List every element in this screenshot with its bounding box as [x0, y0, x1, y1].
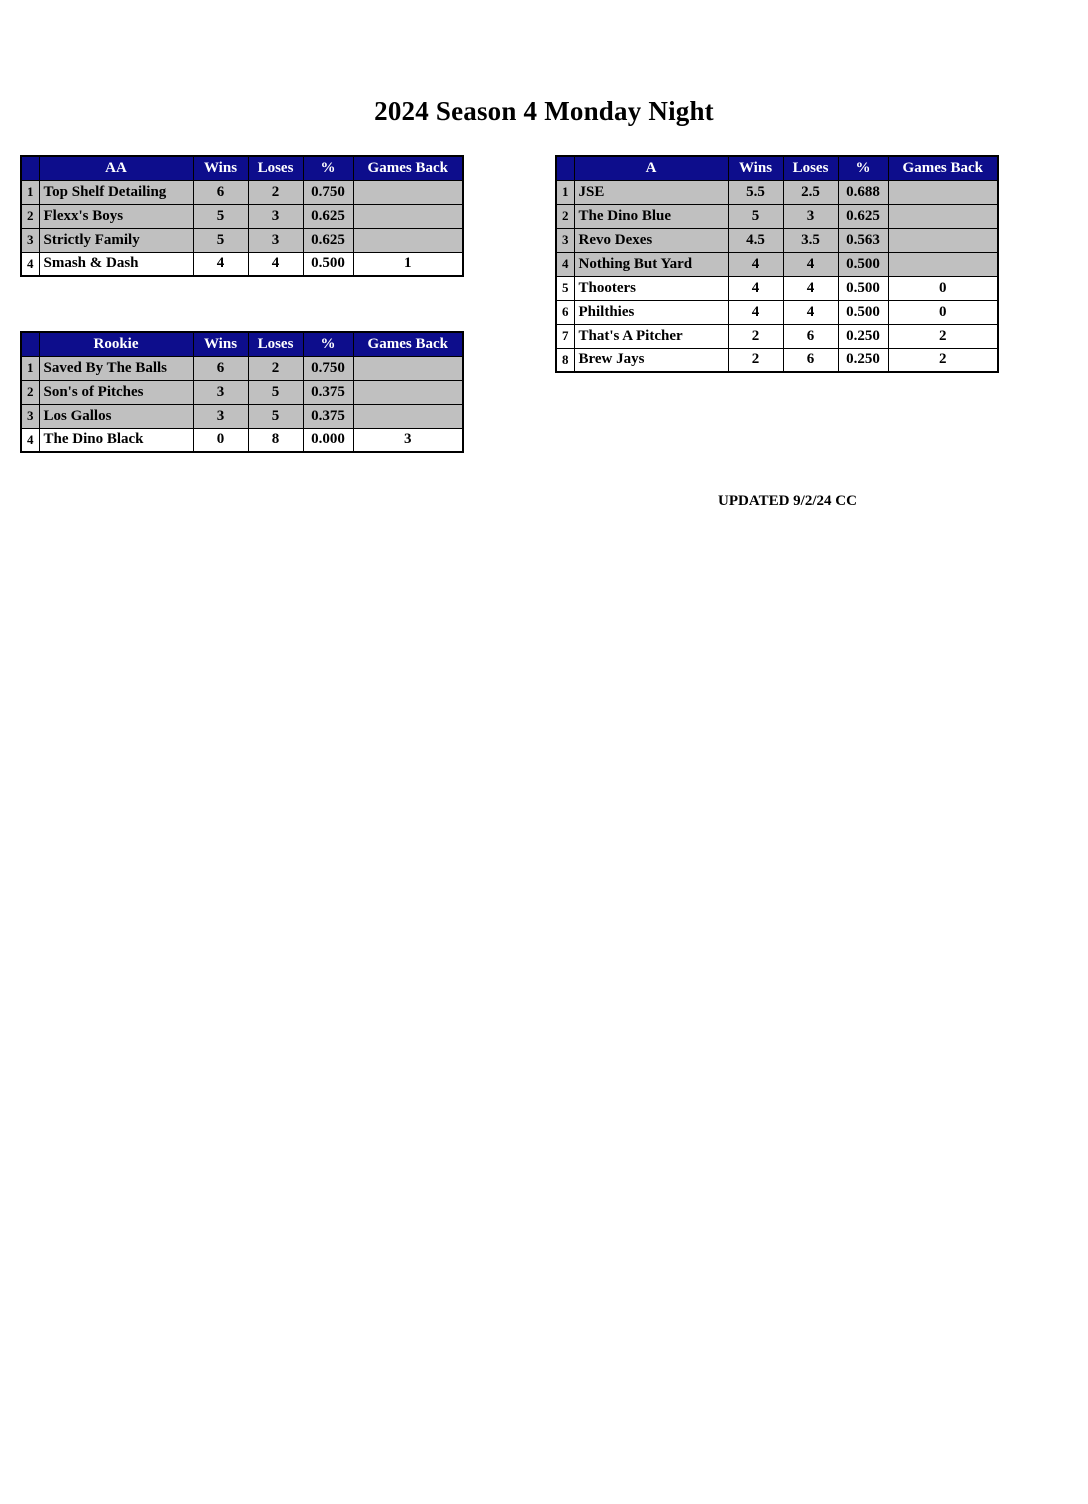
row-team: Top Shelf Detailing [39, 180, 193, 204]
row-wins: 4 [728, 252, 783, 276]
column-header-rank [556, 156, 574, 180]
row-loses: 6 [783, 348, 838, 372]
row-rank: 3 [21, 228, 39, 252]
row-team: Thooters [574, 276, 728, 300]
row-team: JSE [574, 180, 728, 204]
column-header-loses: Loses [783, 156, 838, 180]
row-loses: 3 [248, 228, 303, 252]
row-pct: 0.625 [303, 204, 353, 228]
row-team: Flexx's Boys [39, 204, 193, 228]
row-games-back [353, 356, 463, 380]
row-wins: 3 [193, 380, 248, 404]
row-wins: 4 [728, 300, 783, 324]
row-rank: 5 [556, 276, 574, 300]
row-wins: 5.5 [728, 180, 783, 204]
table-row [556, 252, 998, 276]
row-pct: 0.000 [303, 428, 353, 452]
column-header-division: AA [39, 156, 193, 180]
row-loses: 4 [783, 276, 838, 300]
left-column [20, 155, 464, 453]
column-header-division: A [574, 156, 728, 180]
row-wins: 6 [193, 180, 248, 204]
row-loses: 3 [783, 204, 838, 228]
row-loses: 3 [248, 204, 303, 228]
table-row [21, 356, 463, 380]
updated-note: UPDATED 9/2/24 CC [718, 493, 857, 509]
table-row [556, 300, 998, 324]
row-team: Brew Jays [574, 348, 728, 372]
row-wins: 0 [193, 428, 248, 452]
row-games-back: 2 [888, 348, 998, 372]
row-team: Smash & Dash [39, 252, 193, 276]
row-loses: 8 [248, 428, 303, 452]
row-games-back [888, 228, 998, 252]
row-wins: 5 [728, 204, 783, 228]
row-wins: 4 [728, 276, 783, 300]
row-pct: 0.750 [303, 180, 353, 204]
row-rank: 2 [556, 204, 574, 228]
row-pct: 0.500 [838, 276, 888, 300]
row-wins: 5 [193, 204, 248, 228]
column-header-pct: % [303, 156, 353, 180]
row-rank: 3 [21, 404, 39, 428]
row-pct: 0.688 [838, 180, 888, 204]
table-row [21, 380, 463, 404]
right-column [555, 155, 999, 373]
row-rank: 4 [21, 428, 39, 452]
row-team: The Dino Black [39, 428, 193, 452]
row-team: Nothing But Yard [574, 252, 728, 276]
table-row [21, 404, 463, 428]
row-wins: 5 [193, 228, 248, 252]
column-header-games-back: Games Back [888, 156, 998, 180]
table-row [556, 204, 998, 228]
standings-table-rookie [20, 331, 464, 453]
row-loses: 5 [248, 404, 303, 428]
column-header-loses: Loses [248, 332, 303, 356]
row-rank: 1 [556, 180, 574, 204]
row-games-back: 1 [353, 252, 463, 276]
table-row [556, 228, 998, 252]
column-header-wins: Wins [193, 156, 248, 180]
row-wins: 4 [193, 252, 248, 276]
row-games-back [353, 228, 463, 252]
table-row [556, 324, 998, 348]
row-loses: 3.5 [783, 228, 838, 252]
row-games-back: 3 [353, 428, 463, 452]
row-wins: 6 [193, 356, 248, 380]
row-games-back [353, 404, 463, 428]
row-loses: 4 [248, 252, 303, 276]
table-row [21, 428, 463, 452]
table-row [556, 180, 998, 204]
row-games-back [888, 252, 998, 276]
table-row [21, 228, 463, 252]
row-wins: 2 [728, 348, 783, 372]
table-row [556, 348, 998, 372]
row-games-back [353, 180, 463, 204]
column-header-pct: % [303, 332, 353, 356]
row-wins: 4.5 [728, 228, 783, 252]
column-header-wins: Wins [193, 332, 248, 356]
row-rank: 4 [21, 252, 39, 276]
row-team: The Dino Blue [574, 204, 728, 228]
row-team: Philthies [574, 300, 728, 324]
row-pct: 0.563 [838, 228, 888, 252]
row-loses: 5 [248, 380, 303, 404]
row-rank: 8 [556, 348, 574, 372]
row-loses: 4 [783, 252, 838, 276]
row-pct: 0.250 [838, 348, 888, 372]
rookie-table-wrapper [20, 331, 464, 453]
table-header-row [556, 156, 998, 180]
row-pct: 0.250 [838, 324, 888, 348]
column-header-division: Rookie [39, 332, 193, 356]
row-pct: 0.500 [303, 252, 353, 276]
standings-table-a [555, 155, 999, 373]
column-header-rank [21, 156, 39, 180]
standings-table-aa [20, 155, 464, 277]
page-title: 2024 Season 4 Monday Night [374, 96, 714, 126]
row-loses: 2 [248, 180, 303, 204]
row-team: Saved By The Balls [39, 356, 193, 380]
row-games-back: 2 [888, 324, 998, 348]
row-games-back [353, 380, 463, 404]
row-games-back: 0 [888, 300, 998, 324]
row-rank: 1 [21, 180, 39, 204]
row-pct: 0.625 [303, 228, 353, 252]
row-loses: 2 [248, 356, 303, 380]
row-rank: 3 [556, 228, 574, 252]
row-wins: 3 [193, 404, 248, 428]
row-pct: 0.500 [838, 252, 888, 276]
table-header-row [21, 332, 463, 356]
row-loses: 2.5 [783, 180, 838, 204]
row-pct: 0.625 [838, 204, 888, 228]
row-loses: 4 [783, 300, 838, 324]
column-header-games-back: Games Back [353, 332, 463, 356]
row-rank: 4 [556, 252, 574, 276]
row-rank: 2 [21, 380, 39, 404]
row-games-back [888, 204, 998, 228]
row-team: Los Gallos [39, 404, 193, 428]
row-rank: 7 [556, 324, 574, 348]
row-rank: 1 [21, 356, 39, 380]
row-pct: 0.500 [838, 300, 888, 324]
row-team: Strictly Family [39, 228, 193, 252]
row-team: That's A Pitcher [574, 324, 728, 348]
column-header-wins: Wins [728, 156, 783, 180]
row-rank: 6 [556, 300, 574, 324]
row-rank: 2 [21, 204, 39, 228]
column-header-pct: % [838, 156, 888, 180]
row-loses: 6 [783, 324, 838, 348]
column-header-rank [21, 332, 39, 356]
column-header-loses: Loses [248, 156, 303, 180]
row-pct: 0.375 [303, 404, 353, 428]
row-games-back [888, 180, 998, 204]
table-header-row [21, 156, 463, 180]
table-row [21, 252, 463, 276]
row-team: Son's of Pitches [39, 380, 193, 404]
row-games-back: 0 [888, 276, 998, 300]
row-games-back [353, 204, 463, 228]
column-header-games-back: Games Back [353, 156, 463, 180]
row-wins: 2 [728, 324, 783, 348]
table-row [21, 180, 463, 204]
row-pct: 0.750 [303, 356, 353, 380]
row-team: Revo Dexes [574, 228, 728, 252]
table-row [21, 204, 463, 228]
row-pct: 0.375 [303, 380, 353, 404]
table-row [556, 276, 998, 300]
